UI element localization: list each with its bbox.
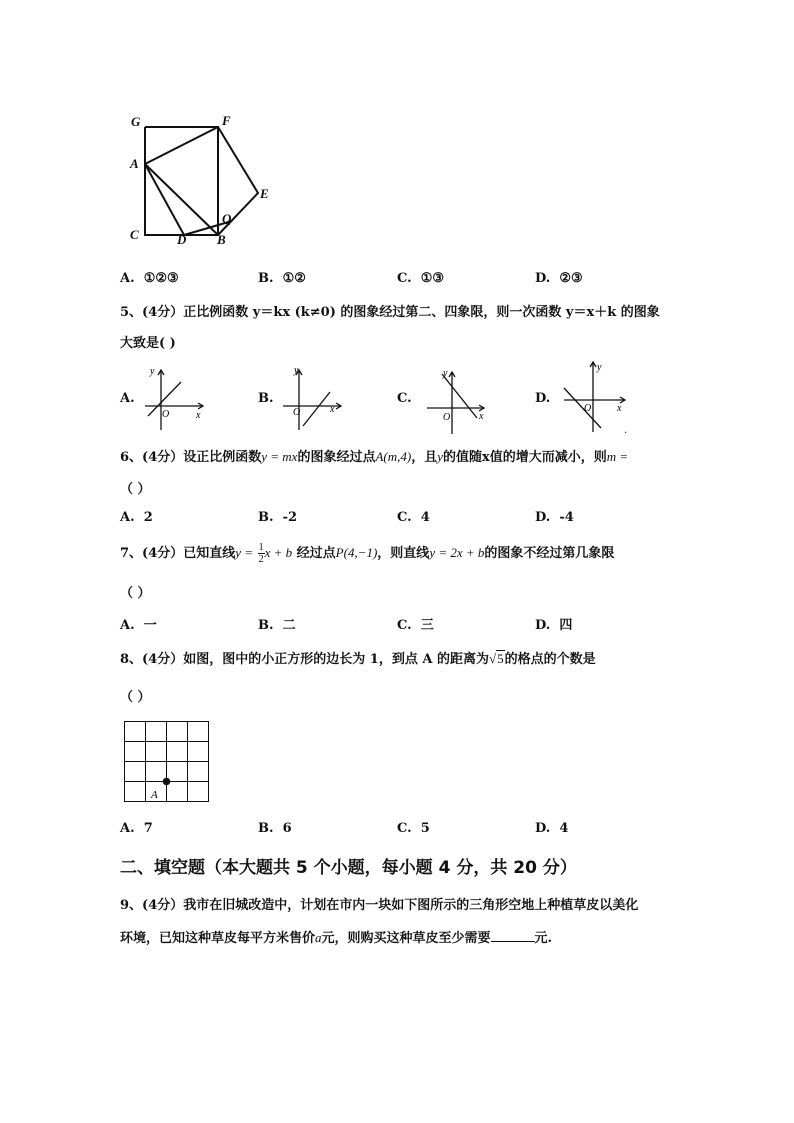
q6-stem-line1: 6、(4分）设正比例函数y = mx的图象经过点A(m,4)，且y的值随x值的增大而减小，则m = xyxy=(120,449,629,465)
label-c: C xyxy=(130,227,139,242)
q5-stem-line2: 大致是( ) xyxy=(120,336,176,351)
square-figure xyxy=(120,108,280,248)
q7-option-a[interactable]: A. 一 xyxy=(120,618,157,633)
q6-option-c[interactable]: C. 4 xyxy=(397,510,430,525)
q5-option-a-label[interactable]: A. xyxy=(120,391,135,406)
q8-stem-line2: （ ） xyxy=(120,690,151,705)
q6-point: A(m,4) xyxy=(375,449,412,464)
q7-option-c[interactable]: C. 三 xyxy=(397,618,434,633)
q5-stem-line1: 5、(4分）正比例函数 y＝kx (k≠0) 的图象经过第二、四象限，则一次函数 y＝x＋k 的图象 xyxy=(120,305,660,320)
svg-text:x: x xyxy=(196,410,201,421)
label-f: F xyxy=(222,113,231,128)
q9-stem-line1: 9、(4分）我市在旧城改造中，计划在市内一块如下图所示的三角形空地上种植草皮以美化 xyxy=(120,898,639,913)
q6-stem-line2: （ ） xyxy=(120,482,151,497)
svg-text:y: y xyxy=(443,368,448,379)
q4-option-a[interactable]: A. ①②③ xyxy=(120,271,179,286)
answer-blank[interactable] xyxy=(491,929,535,942)
svg-text:y: y xyxy=(597,362,602,373)
q8-option-d[interactable]: D. 4 xyxy=(535,821,569,836)
svg-text:O: O xyxy=(293,407,301,418)
q8-stem-line1: 8、(4分）如图，图中的小正方形的边长为 1，到点 A 的距离为√5的格点的个数是 xyxy=(120,651,596,667)
q8-option-b[interactable]: B. 6 xyxy=(258,821,292,836)
q7-fraction: $\frac{1}{2}$ xyxy=(258,542,264,565)
q7-stem-line1: 7、(4分）已知直线y = $\frac{1}{2}$ x + b 经过点P(4,−1)，则直线y = 2x + b的图象不经过第几象限 xyxy=(120,542,615,565)
q5-option-d-label[interactable]: D. xyxy=(535,391,551,406)
point-a-dot xyxy=(163,778,171,786)
svg-text:x: x xyxy=(330,404,335,415)
q5-graph-a xyxy=(143,364,209,432)
q8-option-c[interactable]: C. 5 xyxy=(397,821,430,836)
stray-mark: · xyxy=(624,428,628,439)
q4-option-c[interactable]: C. ①③ xyxy=(397,271,445,286)
label-g: G xyxy=(131,114,141,129)
svg-text:x: x xyxy=(479,411,484,422)
svg-text:y: y xyxy=(150,366,155,377)
square-figure-lines xyxy=(145,127,258,235)
q8-option-a[interactable]: A. 7 xyxy=(120,821,153,836)
q6-option-d[interactable]: D. -4 xyxy=(535,510,574,525)
q9-stem-line2: 环境，已知这种草皮每平方米售价a元，则购买这种草皮至少需要 元. xyxy=(120,930,553,946)
q5-graph-c xyxy=(424,368,490,436)
section-heading-fill-in: 二、填空题（本大题共 5 个小题，每小题 4 分，共 20 分） xyxy=(120,858,577,878)
q5-option-c-label[interactable]: C. xyxy=(397,391,412,406)
svg-text:x: x xyxy=(617,403,622,414)
svg-text:O: O xyxy=(162,409,170,420)
label-b: B xyxy=(217,232,226,247)
q4-option-d[interactable]: D. ②③ xyxy=(535,271,583,286)
q5-option-b-label[interactable]: B. xyxy=(258,391,274,406)
point-a-label: A xyxy=(151,789,158,801)
label-d: D xyxy=(177,232,187,247)
q7-stem-line2: （ ） xyxy=(120,586,151,601)
label-a: A xyxy=(130,156,139,171)
q4-option-b[interactable]: B. ①② xyxy=(258,271,306,286)
label-q: Q xyxy=(222,211,232,226)
q6-option-b[interactable]: B. -2 xyxy=(258,510,298,525)
q5-graph-d xyxy=(561,360,631,436)
grid-figure xyxy=(123,720,211,806)
svg-text:O: O xyxy=(584,403,592,414)
q7-option-b[interactable]: B. 二 xyxy=(258,618,296,633)
svg-text:y: y xyxy=(294,365,299,376)
q6-equation: y = mx xyxy=(261,449,298,464)
q7-equation2: y = 2x + b xyxy=(429,545,485,560)
q5-graph-b xyxy=(281,364,347,432)
sqrt-5: √5 xyxy=(488,651,504,666)
q7-option-d[interactable]: D. 四 xyxy=(535,618,573,633)
label-e: E xyxy=(260,186,269,201)
q6-option-a[interactable]: A. 2 xyxy=(120,510,153,525)
q7-point: P(4,−1) xyxy=(335,545,378,560)
svg-text:O: O xyxy=(443,412,451,423)
